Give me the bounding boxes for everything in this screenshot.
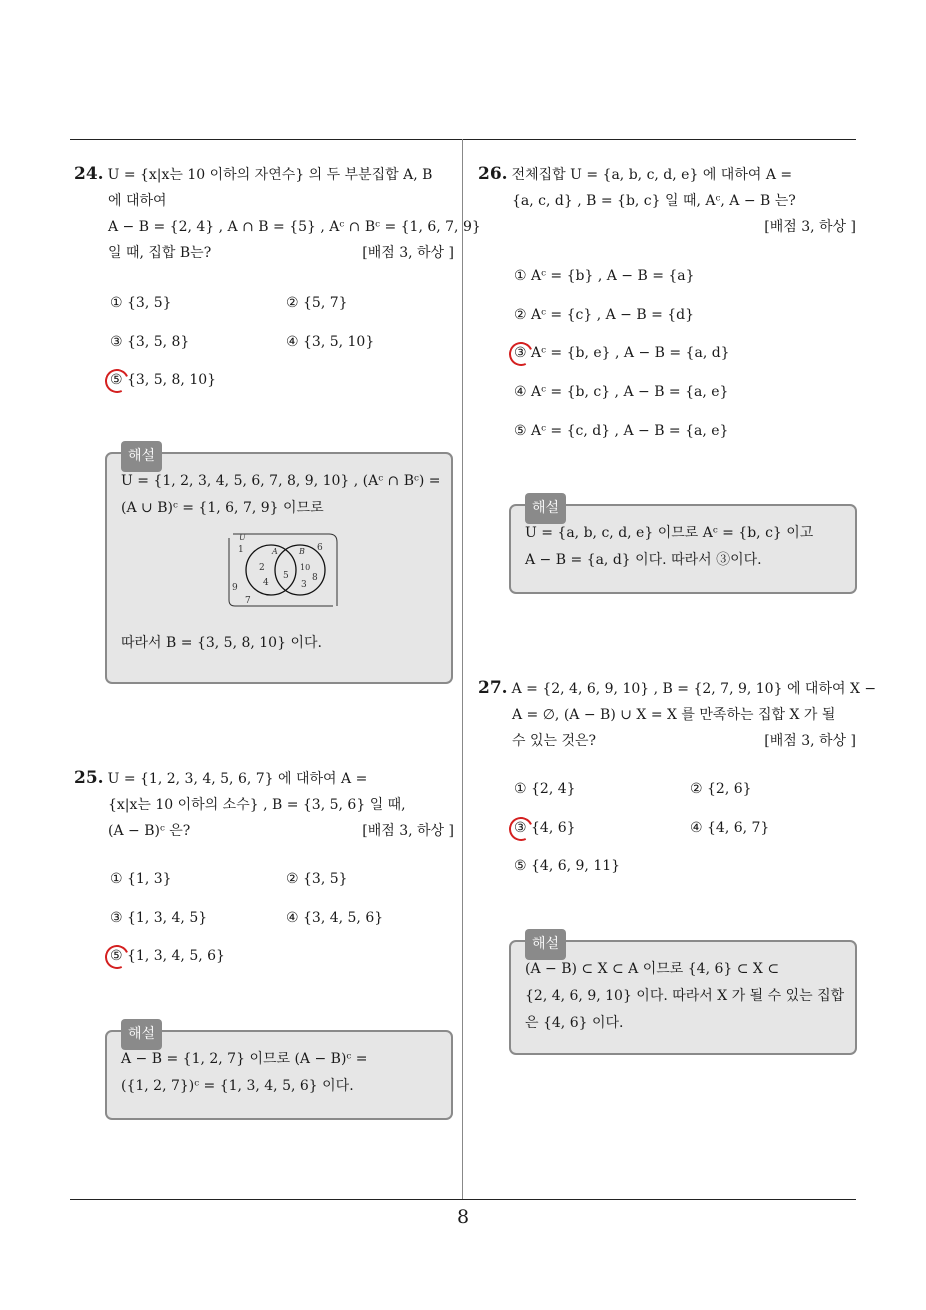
score-label: [배점 3, 하상 ]	[764, 733, 856, 749]
venn-u: U	[239, 533, 246, 542]
question-text-line2: {x|x는 10 이하의 소수} , B = {3, 5, 6} 일 때,	[108, 797, 406, 813]
answer-mark	[102, 942, 133, 973]
explanation-line1: (A − B) ⊂ X ⊂ A 이므로 {4, 6} ⊂ X ⊂	[525, 961, 780, 977]
explanation-box-25	[105, 1026, 453, 1120]
choice-3[interactable]: ③ {3, 5, 8}	[110, 334, 190, 350]
answer-mark	[506, 814, 537, 845]
question-text-line1: A = {2, 4, 6, 9, 10} , B = {2, 7, 9, 10} 에 대하여 X −	[511, 681, 877, 697]
venn-n9: 9	[232, 583, 238, 593]
explanation-tag: 해설	[121, 1019, 162, 1050]
choice-1[interactable]: ① {3, 5}	[110, 295, 172, 311]
score-label: [배점 3, 하상 ]	[362, 245, 454, 261]
venn-diagram	[225, 528, 341, 608]
question-number: 27.	[478, 678, 508, 698]
explanation-line1: U = {1, 2, 3, 4, 5, 6, 7, 8, 9, 10} , (Aᶜ ∩ Bᶜ) =	[121, 473, 441, 489]
explanation-line3: 따라서 B = {3, 5, 8, 10} 이다.	[121, 635, 322, 651]
explanation-line3: 은 {4, 6} 이다.	[525, 1015, 624, 1031]
venn-n4: 4	[263, 578, 269, 588]
column-divider	[462, 139, 463, 1200]
venn-n10: 10	[300, 563, 311, 572]
choice-5[interactable]: ⑤ Aᶜ = {c, d} , A − B = {a, e}	[514, 423, 729, 439]
question-24	[74, 161, 481, 266]
question-text-line2: A = ∅, (A − B) ∪ X = X 를 만족하는 집합 X 가 될	[512, 707, 836, 723]
venn-n2: 2	[259, 563, 265, 573]
explanation-line2: {2, 4, 6, 9, 10} 이다. 따라서 X 가 될 수 있는 집합	[525, 988, 845, 1004]
explanation-tag: 해설	[121, 441, 162, 472]
venn-n7: 7	[245, 596, 251, 606]
venn-n3: 3	[301, 580, 307, 590]
question-text-line2: 에 대하여	[108, 193, 167, 209]
explanation-line1: U = {a, b, c, d, e} 이므로 Aᶜ = {b, c} 이고	[525, 525, 814, 541]
choice-3[interactable]: ③ {1, 3, 4, 5}	[110, 910, 208, 926]
answer-mark	[506, 339, 537, 370]
question-text-line3: (A − B)ᶜ 은?	[108, 823, 191, 839]
choice-1[interactable]: ① Aᶜ = {b} , A − B = {a}	[514, 268, 695, 284]
question-text-line1: U = {1, 2, 3, 4, 5, 6, 7} 에 대하여 A =	[107, 771, 368, 787]
choice-5[interactable]: ⑤ {3, 5, 8, 10}	[110, 372, 217, 388]
question-text-line4: 일 때, 집합 B는?	[108, 245, 212, 261]
question-text-line1: 전체집합 U = {a, b, c, d, e} 에 대하여 A =	[511, 167, 793, 183]
top-rule	[70, 139, 856, 140]
score-label: [배점 3, 하상 ]	[764, 219, 856, 235]
choice-2[interactable]: ② {5, 7}	[286, 295, 348, 311]
choice-5[interactable]: ⑤ {4, 6, 9, 11}	[514, 858, 621, 874]
explanation-tag: 해설	[525, 493, 566, 524]
explanation-tag: 해설	[525, 929, 566, 960]
question-number: 24.	[74, 164, 104, 184]
venn-n6: 6	[317, 543, 323, 553]
question-text-line2: {a, c, d} , B = {b, c} 일 때, Aᶜ, A − B 는?	[512, 193, 796, 209]
venn-b: B	[299, 547, 305, 556]
choice-2[interactable]: ② {2, 6}	[690, 781, 752, 797]
choice-2[interactable]: ② {3, 5}	[286, 871, 348, 887]
question-number: 26.	[478, 164, 508, 184]
choice-1[interactable]: ① {2, 4}	[514, 781, 576, 797]
choice-4[interactable]: ④ {3, 5, 10}	[286, 334, 375, 350]
page-number: 8	[456, 1206, 470, 1228]
choice-2[interactable]: ② Aᶜ = {c} , A − B = {d}	[514, 307, 695, 323]
choice-1[interactable]: ① {1, 3}	[110, 871, 172, 887]
answer-mark	[102, 366, 133, 397]
question-text-line3: A − B = {2, 4} , A ∩ B = {5} , Aᶜ ∩ Bᶜ = {1, 6, 7, 9}	[108, 219, 481, 235]
question-26	[478, 161, 856, 240]
question-text-line3: 수 있는 것은?	[512, 733, 597, 749]
question-25	[74, 765, 454, 844]
venn-n5: 5	[283, 571, 289, 581]
venn-a: A	[272, 547, 278, 556]
score-label: [배점 3, 하상 ]	[362, 823, 454, 839]
choice-5[interactable]: ⑤ {1, 3, 4, 5, 6}	[110, 948, 225, 964]
explanation-line1: A − B = {1, 2, 7} 이므로 (A − B)ᶜ =	[121, 1051, 368, 1067]
choice-4[interactable]: ④ {4, 6, 7}	[690, 820, 770, 836]
choice-3[interactable]: ③ Aᶜ = {b, e} , A − B = {a, d}	[514, 345, 730, 361]
question-text-line1: U = {x|x는 10 이하의 자연수} 의 두 부분집합 A, B	[107, 167, 433, 183]
explanation-box-27	[509, 936, 857, 1055]
choice-4[interactable]: ④ Aᶜ = {b, c} , A − B = {a, e}	[514, 384, 729, 400]
choice-3[interactable]: ③ {4, 6}	[514, 820, 576, 836]
explanation-box-24	[105, 448, 453, 684]
explanation-line2: ({1, 2, 7})ᶜ = {1, 3, 4, 5, 6} 이다.	[121, 1078, 354, 1094]
explanation-box-26	[509, 500, 857, 594]
explanation-line2: (A ∪ B)ᶜ = {1, 6, 7, 9} 이므로	[121, 500, 324, 516]
question-27	[478, 675, 877, 754]
venn-n1: 1	[238, 545, 244, 555]
venn-n8: 8	[312, 573, 318, 583]
bottom-rule	[70, 1199, 856, 1200]
question-number: 25.	[74, 768, 104, 788]
explanation-line2: A − B = {a, d} 이다. 따라서 ③이다.	[525, 552, 762, 568]
choice-4[interactable]: ④ {3, 4, 5, 6}	[286, 910, 384, 926]
